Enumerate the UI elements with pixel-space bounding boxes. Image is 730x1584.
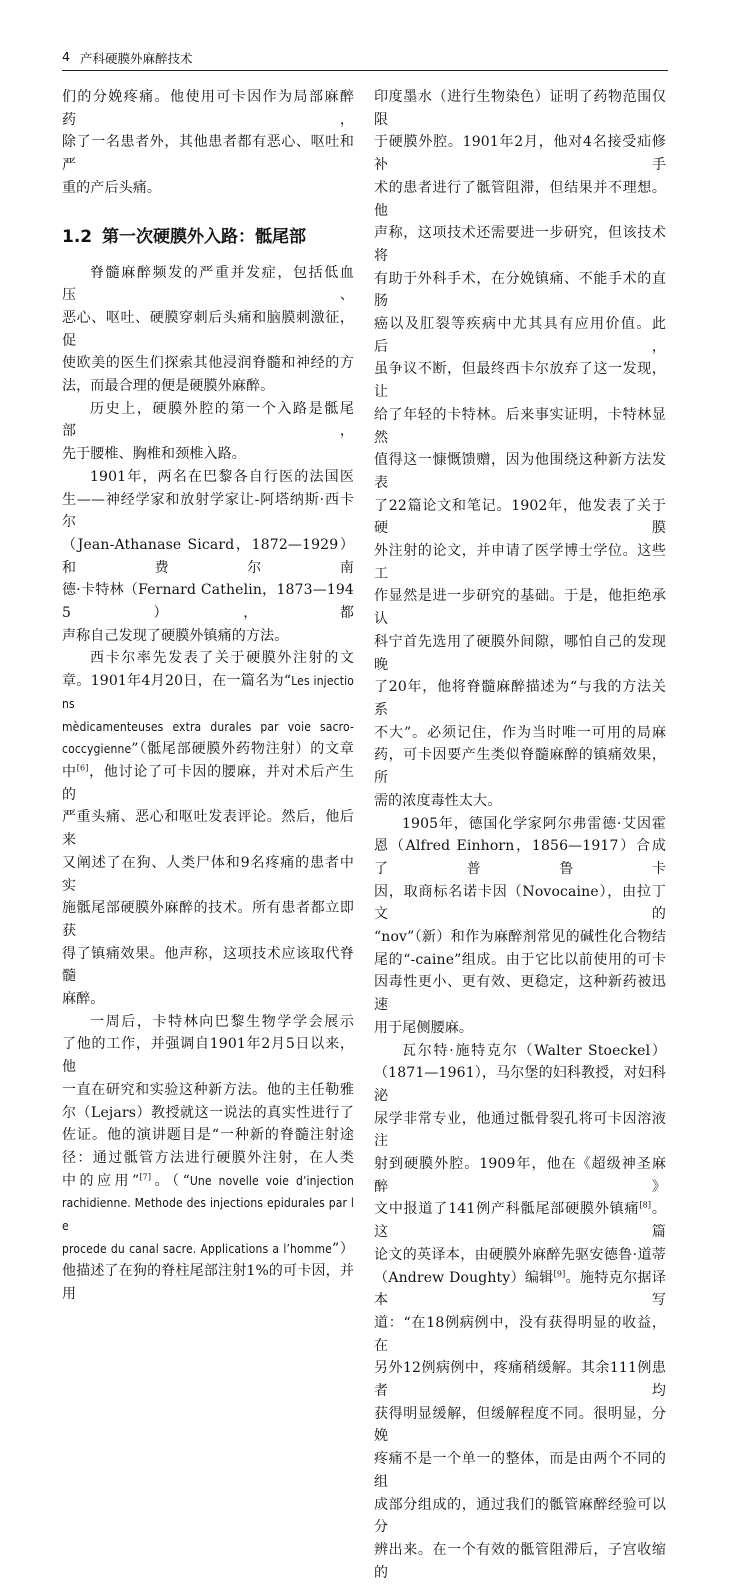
- section-heading: [62, 225, 354, 249]
- french-title: mèdicamenteuses extra durales par voie sacro-: [62, 719, 354, 734]
- text-line: 辨出来。在一个有效的骶管阻滞后，子宫收缩的: [374, 1542, 666, 1581]
- text-line: 们的分娩疼痛。他使用可卡因作为局部麻醉药，: [62, 89, 354, 128]
- text-line: 脊髓麻醉频发的严重并发症，包括低血压、: [62, 264, 354, 304]
- text-run: 。（“: [151, 1172, 190, 1189]
- text-line: 给了年轻的卡特林。后来事实证明，卡特林显然: [374, 406, 666, 446]
- text-line: [62, 738, 354, 761]
- citation-ref: [6]: [76, 763, 89, 773]
- text-line: 先于腰椎、胸椎和颈椎入路。: [62, 446, 246, 463]
- text-line: 除了一名患者外，其他患者都有恶心、呕吐和严: [62, 134, 354, 174]
- text-line: 癌以及肛裂等疾病中尤其具有应用价值。此后，: [374, 316, 666, 355]
- section-title: 第一次硬膜外入路：骶尾部: [102, 226, 306, 247]
- french-title: rachidienne. Methode des injections epidurales par le: [62, 1196, 354, 1234]
- text-line: 了22篇论文和笔记。1902年，他发表了关于硬膜: [374, 497, 666, 537]
- running-header: [62, 47, 668, 65]
- text-line: 佐证。他的演讲题目是“一种新的脊髓注射途: [62, 1127, 354, 1144]
- left-column: [62, 86, 354, 1306]
- text-run: ”）: [331, 1240, 354, 1257]
- text-line: 不大”。必须记住，作为当时唯一可用的局麻: [374, 724, 666, 741]
- text-line: 重的产后头痛。: [62, 179, 162, 196]
- text-line: 印度墨水（进行生物染色）证明了药物范围仅限: [374, 89, 666, 128]
- text-line: 尿学非常专业，他通过骶骨裂孔将可卡因溶液注: [374, 1110, 666, 1150]
- text-line: 瓦尔特·施特克尔（Walter Stoeckel）: [402, 1042, 666, 1059]
- text-line: 值得这一慷慨馈赠，因为他围绕这种新方法发表: [374, 452, 666, 491]
- french-title: Une novelle voie d’injection: [189, 1173, 354, 1188]
- text-line: 径：通过骶管方法进行硬膜外注射，在人类: [62, 1149, 354, 1166]
- text-line: 了他的工作，并强调自1901年2月5日以来，他: [62, 1036, 354, 1076]
- text-line: 历史上，硬膜外腔的第一个入路是骶尾部，: [62, 400, 354, 440]
- text-line: 获得明显缓解，但缓解程度不同。很明显，分娩: [374, 1405, 666, 1445]
- text-line: 论文的英译本，由硬膜外麻醉先驱安德鲁·道蒂: [374, 1246, 666, 1263]
- text-line: 麻醉。: [62, 991, 105, 1008]
- text-line: [62, 761, 354, 806]
- text-line: 因毒性更小、更有效、更稳定，这种新药被迅速: [374, 974, 666, 1014]
- text-line: 1901年，两名在巴黎各自行医的法国医: [90, 468, 354, 485]
- text-line: 有助于外科手术，在分娩镇痛、不能手术的直肠: [374, 270, 666, 310]
- citation-ref: [7]: [139, 1171, 152, 1181]
- text-line: 成部分组成的，通过我们的骶管麻醉经验可以分: [374, 1496, 666, 1536]
- text-line: 于硬膜外腔。1901年2月，他对4名接受疝修补手: [374, 134, 666, 174]
- french-title: procede du canal sacre. Applications a l’homme: [62, 1241, 332, 1256]
- text-line: 因，取商标名诺卡因（Novocaine），由拉丁文的: [374, 883, 666, 923]
- text-line: 作显然是进一步研究的基础。于是，他拒绝承认: [374, 588, 666, 628]
- text-line: 道：“在18例病例中，没有获得明显的收益，在: [374, 1314, 666, 1354]
- text-line: 声称，这项技术还需要进一步研究，但该技术将: [374, 225, 666, 264]
- text-line: 虽争议不断，但最终西卡尔放弃了这一发现，让: [374, 361, 666, 401]
- text-line: 声称自己发现了硬膜外镇痛的方法。: [62, 627, 289, 644]
- text-run: ，他讨论了可卡因的腰麻，并对术后产生的: [62, 763, 354, 803]
- french-title: coccygienne: [62, 742, 132, 757]
- text-line: [62, 1238, 354, 1261]
- text-line: 又阐述了在狗、人类尸体和9名疼痛的患者中实: [62, 854, 354, 894]
- text-line: 一周后，卡特林向巴黎生物学学会展示: [90, 1013, 354, 1030]
- text-line: 他描述了在狗的脊柱尾部注射1%的可卡因，并用: [62, 1263, 354, 1303]
- text-line: 恶心、呕吐、硬膜穿刺后头痛和脑膜刺激征，促: [62, 309, 354, 349]
- running-title: 产科硬膜外麻醉技术: [80, 51, 193, 66]
- text-line: 科宁首先选用了硬膜外间隙，哪怕自己的发现晚: [374, 633, 666, 673]
- text-line: 药，可卡因要产生类似脊髓麻醉的镇痛效果，所: [374, 747, 666, 787]
- text-line: 外注射的论文，并申请了医学博士学位。这些工: [374, 543, 666, 582]
- text-run: （Andrew Doughty）编辑: [374, 1269, 554, 1286]
- text-run: 章。1901年4月20日，在一篇名为“: [62, 673, 292, 690]
- text-line: 另外12例病例中，疼痛稍缓解。其余111例患者均: [374, 1360, 666, 1400]
- text-line: 西卡尔率先发表了关于硬膜外注射的文: [90, 650, 354, 667]
- text-line: [62, 1170, 354, 1193]
- citation-ref: [9]: [553, 1268, 566, 1278]
- text-line: 用于尾侧腰麻。: [374, 1019, 474, 1036]
- text-line: 德·卡特林（Fernard Cathelin，1873—1945），都: [62, 582, 354, 622]
- text-run: 文中报道了141例产科骶尾部硬膜外镇痛: [374, 1201, 640, 1218]
- text-line: 1905年，德国化学家阿尔弗雷德·艾因霍: [402, 815, 666, 832]
- text-line: 疼痛不是一个单一的整体，而是由两个不同的组: [374, 1451, 666, 1490]
- text-line: 射到硬膜外腔。1909年，他在《超级神圣麻醉》: [374, 1156, 666, 1195]
- text-line: 得了镇痛效果。他声称，这项技术应该取代脊髓: [62, 945, 354, 985]
- text-line: 施骶尾部硬膜外麻醉的技术。所有患者都立即获: [62, 900, 354, 939]
- text-line: 恩（Alfred Einhorn，1856—1917）合成了普鲁卡: [374, 838, 666, 877]
- text-line: （Jean-Athanase Sicard，1872—1929）和费尔南: [62, 536, 354, 576]
- text-line: 术的患者进行了骶管阻滞，但结果并不理想。他: [374, 179, 666, 219]
- text-line: 一直在研究和实验这种新方法。他的主任勒雅: [62, 1081, 354, 1098]
- text-line: 需的浓度毒性太大。: [374, 792, 502, 809]
- text-line: 使欧美的医生们探索其他浸润脊髓和神经的方: [62, 355, 354, 372]
- text-line: 生——神经学家和放射学家让-阿塔纳斯·西卡尔: [62, 491, 354, 531]
- text-line: “nov”（新）和作为麻醉剂常见的碱性化合物结: [374, 929, 666, 946]
- text-line: 尔（Lejars）教授就这一说法的真实性进行了: [62, 1104, 354, 1121]
- text-run: 。这篇: [374, 1201, 666, 1241]
- right-column: [374, 86, 666, 1584]
- text-line: 法，而最合理的便是硬膜外麻醉。: [62, 378, 275, 395]
- french-title: Les injections: [62, 674, 354, 711]
- citation-ref: [8]: [639, 1200, 652, 1210]
- text-line: （1871—1961），马尔堡的妇科教授，对妇科泌: [374, 1065, 666, 1104]
- header-rule: [62, 70, 668, 71]
- text-line: [374, 1198, 666, 1243]
- text-line: 严重头痛、恶心和呕吐发表评论。然后，他后来: [62, 809, 354, 849]
- page-number: 4: [62, 49, 70, 64]
- text-run: 中: [62, 763, 77, 780]
- text-line: 了20年，他将脊髓麻醉描述为“与我的方法关系: [374, 679, 666, 718]
- text-run: 中的应用”: [62, 1172, 140, 1189]
- text-run: ”（骶尾部硬膜外药物注射）的文章: [131, 741, 354, 758]
- text-run: 。施特克尔据译本写: [374, 1269, 666, 1309]
- text-line: [62, 670, 354, 715]
- section-number: 1.2: [62, 226, 93, 247]
- text-line: [374, 1267, 666, 1312]
- text-line: 尾的“-caine”组成。由于它比以前使用的可卡: [374, 951, 666, 968]
